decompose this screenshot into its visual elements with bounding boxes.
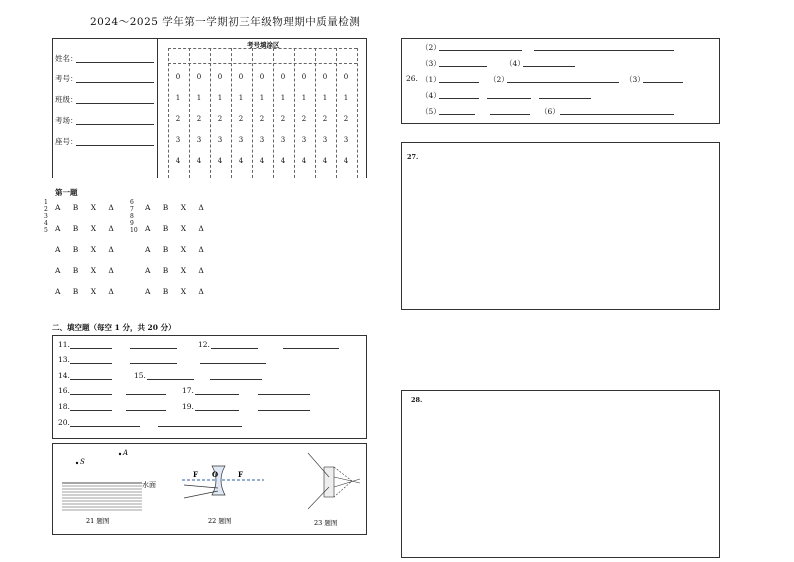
q14-label: 14.	[58, 371, 70, 380]
point-s-label: S	[80, 458, 85, 466]
q28-label: 28.	[411, 396, 423, 404]
answer-options[interactable]: A B X Δ	[145, 203, 209, 212]
exam-digit-bubble[interactable]: 4	[280, 157, 286, 165]
question-number: 2	[44, 206, 48, 213]
fig23-caption: 23 题图	[314, 519, 338, 527]
exam-digit-bubble[interactable]: 2	[196, 115, 202, 123]
r5-blank-2[interactable]	[490, 114, 530, 115]
name-label: 姓名：	[55, 54, 78, 63]
exam-room-label: 考场：	[55, 116, 78, 125]
r4-blank-3[interactable]	[539, 98, 591, 99]
q18-blank-2[interactable]	[126, 410, 166, 411]
exam-digit-bubble[interactable]: 4	[196, 157, 202, 165]
exam-id-field[interactable]	[76, 82, 154, 83]
q13-label: 13.	[58, 355, 70, 364]
question-number: 7	[130, 206, 134, 213]
q11-blank-2[interactable]	[130, 348, 177, 349]
incoming-ray-top	[308, 453, 329, 477]
info-divider	[157, 38, 158, 178]
exam-digit-bubble[interactable]: 4	[343, 157, 349, 165]
answer-options[interactable]: A B X Δ	[145, 287, 209, 296]
exam-digit-bubble[interactable]: 2	[280, 115, 286, 123]
exam-digit-bubble[interactable]: 0	[175, 73, 181, 81]
q26-3-label: （3）	[625, 75, 645, 84]
answer-options[interactable]: A B X Δ	[55, 287, 119, 296]
exam-digit-bubble[interactable]: 1	[259, 94, 265, 102]
exam-digit-bubble[interactable]: 3	[196, 136, 202, 144]
q27-label: 27.	[407, 153, 419, 161]
answer-options[interactable]: A B X Δ	[145, 245, 209, 254]
water-hatching	[62, 486, 142, 510]
exam-digit-bubble[interactable]: 4	[217, 157, 223, 165]
name-field[interactable]	[76, 62, 154, 63]
question-number: 6	[130, 199, 134, 206]
exam-digit-bubble[interactable]: 2	[343, 115, 349, 123]
p3-label: （3）	[421, 59, 441, 68]
r5-blank-1[interactable]	[439, 114, 475, 115]
exam-digit-bubble[interactable]: 3	[217, 136, 223, 144]
exam-digit-bubble[interactable]: 2	[238, 115, 244, 123]
water-surface-label: 水面	[142, 481, 156, 489]
optical-center-label: O	[212, 470, 219, 479]
exam-number-dash-top	[168, 48, 357, 49]
p2-label: （2）	[421, 43, 441, 52]
q12-blank-2[interactable]	[283, 348, 339, 349]
exam-id-label: 考号：	[55, 74, 78, 83]
q26-2-label: （2）	[489, 75, 509, 84]
class-field[interactable]	[76, 103, 154, 104]
question-number: 8	[130, 213, 134, 220]
exam-digit-bubble[interactable]: 0	[322, 73, 328, 81]
exam-number-header: 考号填涂区	[247, 41, 280, 49]
p4-label: （4）	[505, 59, 525, 68]
q11-label: 11.	[58, 340, 70, 349]
exam-digit-bubble[interactable]: 4	[259, 157, 265, 165]
q15-blank-1[interactable]	[147, 379, 194, 380]
r6-label: （6）	[540, 107, 560, 116]
exam-digit-bubble[interactable]: 4	[175, 157, 181, 165]
seat-label: 座号：	[55, 137, 78, 146]
ray-1	[184, 485, 218, 488]
p2-blank-1[interactable]	[439, 50, 522, 51]
q28-answer-area[interactable]	[410, 408, 712, 552]
r5-label: （5）	[421, 107, 441, 116]
exam-digit-bubble[interactable]: 0	[217, 73, 223, 81]
exam-digit-bubble[interactable]: 2	[217, 115, 223, 123]
exam-digit-bubble[interactable]: 1	[175, 94, 181, 102]
p4-blank-1[interactable]	[523, 66, 575, 67]
q26-3-blank[interactable]	[643, 82, 683, 83]
fig22-caption: 22 题图	[208, 517, 232, 525]
exam-digit-bubble[interactable]: 3	[238, 136, 244, 144]
exam-digit-bubble[interactable]: 1	[280, 94, 286, 102]
q15-blank-2[interactable]	[210, 379, 262, 380]
exam-digit-bubble[interactable]: 4	[322, 157, 328, 165]
q26-2-blank[interactable]	[507, 82, 619, 83]
q14-blank-1[interactable]	[70, 379, 112, 380]
q19-blank-1[interactable]	[195, 410, 239, 411]
class-label: 班级：	[55, 95, 78, 104]
exam-digit-bubble[interactable]: 0	[238, 73, 244, 81]
q17-label: 17.	[182, 386, 194, 395]
exam-digit-bubble[interactable]: 4	[238, 157, 244, 165]
q12-blank-1[interactable]	[211, 348, 258, 349]
exam-digit-bubble[interactable]: 2	[175, 115, 181, 123]
exam-digit-bubble[interactable]: 1	[196, 94, 202, 102]
optic-box	[324, 467, 334, 497]
exam-digit-bubble[interactable]: 4	[301, 157, 307, 165]
r4-label: （4）	[421, 91, 441, 100]
page-title: 2024～2025 学年第一学期初三年级物理期中质量检测	[90, 16, 361, 28]
exam-digit-bubble[interactable]: 1	[217, 94, 223, 102]
p2-blank-2[interactable]	[534, 50, 674, 51]
q13-blank-2[interactable]	[130, 363, 177, 364]
answer-options[interactable]: A B X Δ	[55, 224, 119, 233]
fill-blank-box	[52, 335, 367, 439]
exam-digit-bubble[interactable]: 3	[301, 136, 307, 144]
fig21-caption: 21 题图	[86, 517, 110, 525]
r6-blank-1[interactable]	[560, 114, 674, 115]
q18-blank-1[interactable]	[70, 410, 112, 411]
question-number: 4	[44, 220, 48, 227]
answer-options[interactable]: A B X Δ	[55, 203, 119, 212]
exam-digit-bubble[interactable]: 2	[322, 115, 328, 123]
r4-blank-2[interactable]	[487, 98, 531, 99]
exam-digit-bubble[interactable]: 3	[259, 136, 265, 144]
question-number: 10	[130, 227, 138, 234]
focal-label-f: F	[193, 470, 198, 479]
q17-blank-1[interactable]	[195, 394, 239, 395]
exam-digit-bubble[interactable]: 1	[301, 94, 307, 102]
section2-title: 二、填空题（每空 1 分，共 20 分）	[52, 323, 176, 332]
exam-number-dash-second	[168, 63, 357, 64]
q13-blank-1[interactable]	[70, 363, 112, 364]
q27-answer-area[interactable]	[410, 165, 712, 303]
q17-blank-2[interactable]	[258, 394, 310, 395]
q20-blank-1[interactable]	[70, 426, 140, 427]
exam-digit-bubble[interactable]: 0	[196, 73, 202, 81]
q15-label: 15.	[134, 371, 146, 380]
exam-room-field[interactable]	[76, 124, 154, 125]
point-s-dot	[76, 462, 78, 464]
exam-digit-bubble[interactable]: 0	[343, 73, 349, 81]
exam-digit-bubble[interactable]: 0	[259, 73, 265, 81]
q16-blank-2[interactable]	[126, 394, 166, 395]
exam-digit-bubble[interactable]: 0	[280, 73, 286, 81]
exam-grid-divider	[357, 48, 358, 178]
exam-digit-bubble[interactable]: 3	[343, 136, 349, 144]
exam-digit-bubble[interactable]: 2	[259, 115, 265, 123]
q20-label: 20.	[58, 418, 70, 427]
q26-1-blank[interactable]	[439, 82, 479, 83]
answer-options[interactable]: A B X Δ	[55, 245, 119, 254]
exam-digit-bubble[interactable]: 3	[175, 136, 181, 144]
exam-digit-bubble[interactable]: 3	[322, 136, 328, 144]
answer-options[interactable]: A B X Δ	[145, 224, 209, 233]
answer-options[interactable]: A B X Δ	[55, 266, 119, 275]
figures-svg	[52, 443, 367, 535]
seat-field[interactable]	[76, 145, 154, 146]
q11-blank-1[interactable]	[70, 348, 112, 349]
exam-digit-bubble[interactable]: 1	[322, 94, 328, 102]
exam-digit-bubble[interactable]: 1	[343, 94, 349, 102]
point-a-label: A	[123, 449, 129, 457]
exam-digit-bubble[interactable]: 1	[238, 94, 244, 102]
q16-blank-1[interactable]	[70, 394, 112, 395]
point-a-dot	[119, 453, 121, 455]
q12-label: 12.	[198, 340, 210, 349]
question-number: 9	[130, 220, 134, 227]
q26-1-label: （1）	[421, 75, 441, 84]
focal-label-f2: F	[238, 470, 243, 479]
section1-title: 第一题	[55, 188, 78, 197]
q19-blank-2[interactable]	[258, 410, 310, 411]
q13-blank-3[interactable]	[200, 363, 266, 364]
p3-blank-1[interactable]	[439, 66, 487, 67]
exam-digit-bubble[interactable]: 0	[301, 73, 307, 81]
question-number: 5	[44, 227, 48, 234]
q26-label: 26.	[406, 74, 418, 83]
q18-label: 18.	[58, 402, 70, 411]
q20-blank-2[interactable]	[158, 426, 242, 427]
q16-label: 16.	[58, 386, 70, 395]
question-number: 3	[44, 213, 48, 220]
q19-label: 19.	[182, 402, 194, 411]
r4-blank-1[interactable]	[439, 98, 479, 99]
question-number: 1	[44, 199, 48, 206]
answer-options[interactable]: A B X Δ	[145, 266, 209, 275]
exam-digit-bubble[interactable]: 3	[280, 136, 286, 144]
exam-digit-bubble[interactable]: 2	[301, 115, 307, 123]
incoming-ray-bottom	[308, 487, 329, 509]
